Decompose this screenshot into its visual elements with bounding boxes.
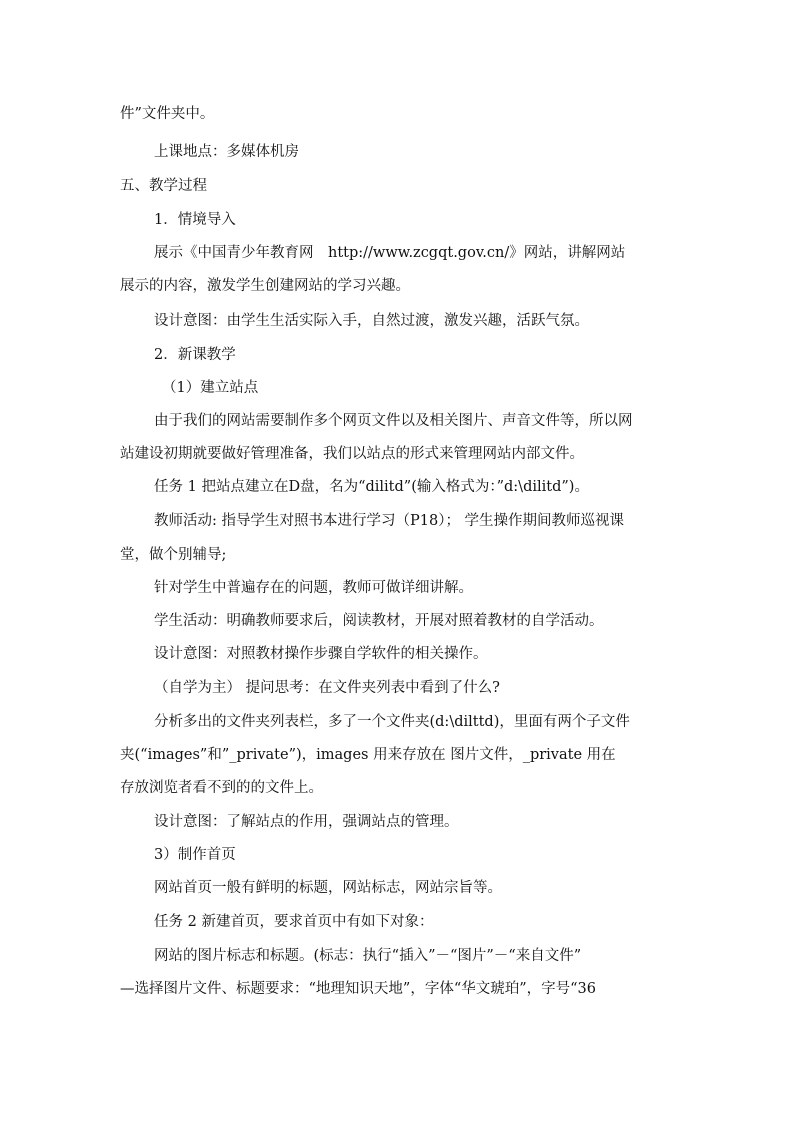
text-line: 站建设初期就要做好管理准备，我们以站点的形式来管理网站内部文件。 <box>120 446 584 462</box>
text-line: 针对学生中普遍存在的问题，教师可做详细讲解。 <box>154 580 473 596</box>
text-line: 网站首页一般有鲜明的标题，网站标志，网站宗旨等。 <box>154 880 502 896</box>
text-line: 网站的图片标志和标题。(标志：执行“插入”－“图片”－“来自文件” <box>154 948 582 964</box>
text-line: 由于我们的网站需要制作多个网页文件以及相关图片、声音文件等，所以网 <box>154 413 633 429</box>
text-line: —选择图片文件、标题要求：“地理知识天地”，字体“华文琥珀”，字号“36 <box>120 981 597 997</box>
subsection-heading: 1．情境导入 <box>154 212 236 228</box>
text-line: 教师活动: 指导学生对照书本进行学习（P18）； 学生操作期间教师巡视课 <box>154 513 625 529</box>
subsection-heading: 3）制作首页 <box>154 847 236 863</box>
text-line: 展示的内容，激发学生创建网站的学习兴趣。 <box>120 278 410 294</box>
text-line: 设计意图：了解站点的作用，强调站点的管理。 <box>154 814 459 830</box>
text-line: 件”文件夹中。 <box>120 106 215 122</box>
text-line: 夹(“images”和”_private”)，images 用来存放在 图片文件，_private 用在 <box>120 747 616 763</box>
text-line: 上课地点：多媒体机房 <box>154 144 299 160</box>
section-heading: 五、教学过程 <box>120 178 207 194</box>
text-line: （自学为主） 提问思考：在文件夹列表中看到了什么? <box>154 680 500 696</box>
text-line: 任务 1 把站点建立在D盘，名为“dilitd”(输入格式为：”d:\dilitd”)。 <box>154 479 589 495</box>
text-line: 任务 2 新建首页，要求首页中有如下对象： <box>154 914 434 930</box>
text-line: 展示《中国青少年教育网 http://www.zcgqt.gov.cn/》网站，讲解网站 <box>154 245 626 261</box>
text-line: 设计意图：对照教材操作步骤自学软件的相关操作。 <box>154 646 488 662</box>
text-line: 设计意图：由学生生活实际入手，自然过渡，激发兴趣，活跃气氛。 <box>154 313 589 329</box>
text-line: 堂，做个别辅导; <box>120 547 227 563</box>
text-line: 存放浏览者看不到的的文件上。 <box>120 780 323 796</box>
subsection-heading: （1）建立站点 <box>162 380 259 396</box>
subsection-heading: 2．新课教学 <box>154 347 236 363</box>
text-line: 学生活动：明确教师要求后，阅读教材，开展对照着教材的自学活动。 <box>154 613 604 629</box>
text-line: 分析多出的文件夹列表栏，多了一个文件夹(d:\dilttd)，里面有两个子文件 <box>154 714 630 730</box>
